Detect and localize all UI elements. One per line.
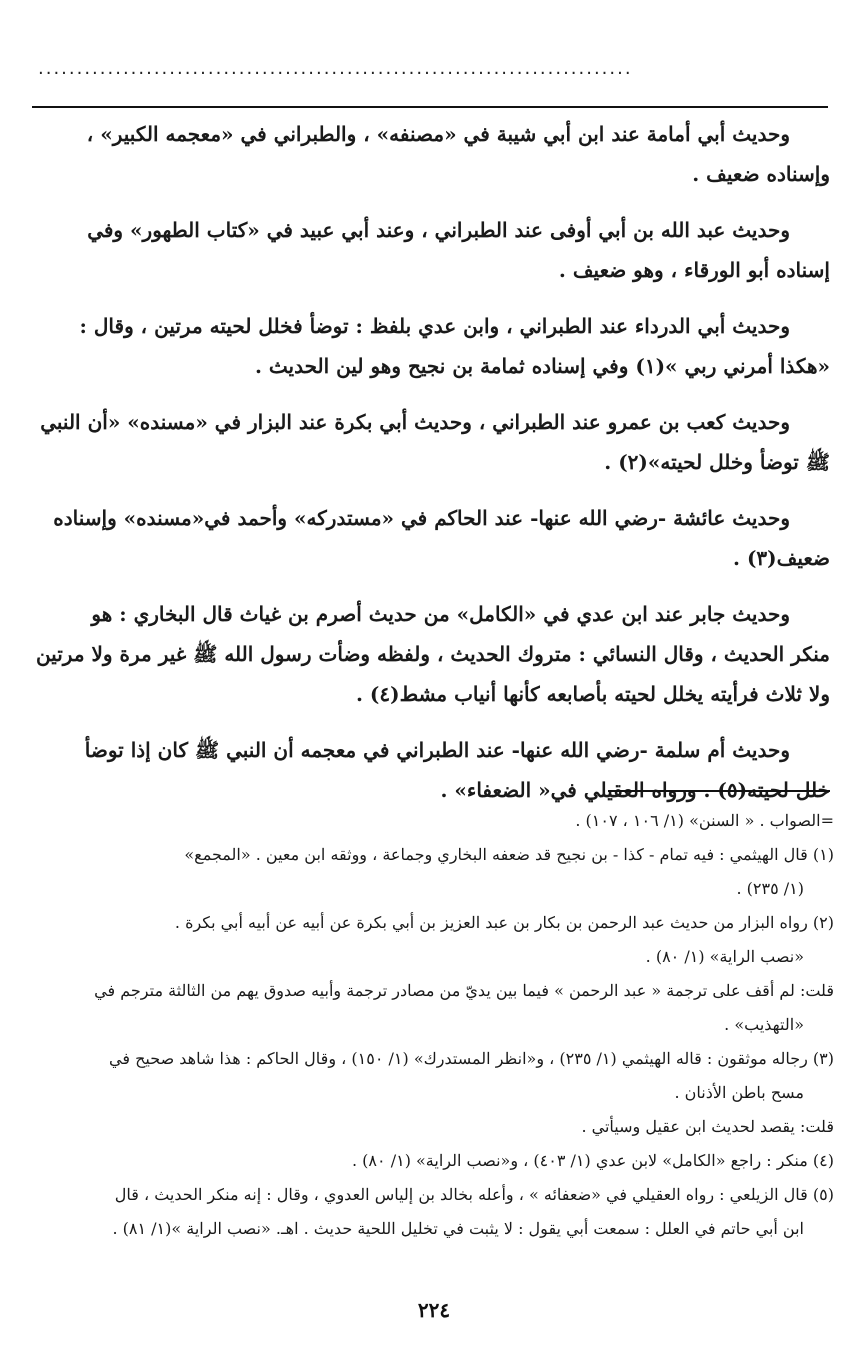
footnote [24,1178,834,1246]
text-line: ﷺ توضأ وخلل لحيته»(٢) . [604,450,830,474]
paragraph [30,210,830,290]
footnote-line: مسح باطن الأذنان . [674,1083,804,1102]
paragraph [30,114,830,194]
footnote-line: (٢) رواه البزار من حديث عبد الرحمن بن بكار بن عبد العزيز بن أبي بكرة عن أبيه عن أبيه أبي بكرة . [174,913,834,932]
text-line: وحديث جابر عند ابن عدي في «الكامل» من حديث أصرم بن غياث قال البخاري : هو [91,602,790,626]
footnote-line: قلت: يقصد لحديث ابن عقيل وسيأتي . [581,1117,834,1136]
footnote-separator [608,790,830,792]
text-line: «هكذا أمرني ربي »(١) وفي إسناده ثمامة بن نجيح وهو لين الحديث . [254,354,830,378]
footnote [24,1110,834,1144]
text-line: خلل لحيته(٥) . ورواه العقيلي في« الضعفاء» . [440,778,830,802]
footnote [24,974,834,1042]
text-line: إسناده أبو الورقاء ، وهو ضعيف . [558,258,830,282]
text-line: منكر الحديث ، وقال النسائي : متروك الحديث ، ولفظه وضأت رسول الله ﷺ غير مرة ولا مرتين [35,642,830,666]
footnote-line: «التهذيب» . [724,1015,804,1034]
text-line: وحديث كعب بن عمرو عند الطبراني ، وحديث أبي بكرة عند البزار في «مسنده» «أن النبي [40,410,790,434]
paragraph [30,594,830,714]
text-line: وحديث أبي أمامة عند ابن أبي شيبة في «مصنفه» ، والطبراني في «معجمه الكبير» ، [86,122,790,146]
paragraph [30,306,830,386]
footnote-line: (٥) قال الزيلعي : رواه العقيلي في «ضعفائه » ، وأعله بخالد بن إلياس العدوي ، وقال : إنه منكر الحديث ، قال [114,1185,834,1204]
dotted-leader: ............................................................................. [38,58,633,79]
text-line: ضعيف(٣) . [733,546,830,570]
page-number: ٢٢٤ [417,1298,451,1322]
footnote [24,906,834,974]
footnote [24,1144,834,1178]
footnote-line: قلت: لم أقف على ترجمة « عبد الرحمن » فيما بين يديّ من مصادر ترجمة وأبيه صدوق يهم من الثالثة مترجم في [94,981,834,1000]
text-line: وحديث أم سلمة -رضي الله عنها- عند الطبراني في معجمه أن النبي ﷺ كان إذا توضأ [84,738,790,762]
main-text [30,114,830,826]
footnote-line: (١) قال الهيثمي : فيه تمام - كذا - بن نجيح قد ضعفه البخاري وجماعة ، ووثقه ابن معين . «المجمع» [184,845,834,864]
footnote-line: =الصواب . « السنن» (١/ ١٠٦ ، ١٠٧) . [575,811,834,830]
footnote-line: (٤) منكر : راجع «الكامل» لابن عدي (١/ ٤٠٣) ، و«نصب الراية» (١/ ٨٠) . [352,1151,834,1170]
footnote-line: (٣) رجاله موثقون : قاله الهيثمي (١/ ٢٣٥) ، و«انظر المستدرك» (١/ ١٥٠) ، وقال الحاكم : هذا شاهد صحيح في [109,1049,834,1068]
paragraph [30,730,830,810]
text-line: وإسناده ضعيف . [692,162,830,186]
text-line: ولا ثلاث فرأيته يخلل لحيته بأصابعه كأنها أنياب مشط(٤) . [355,682,830,706]
footnote-line: (١/ ٢٣٥) . [736,879,804,898]
text-line: وحديث عبد الله بن أبي أوفى عند الطبراني ، وعند أبي عبيد في «كتاب الطهور» وفي [87,218,790,242]
paragraph [30,402,830,482]
paragraph [30,498,830,578]
footnote-line: ابن أبي حاتم في العلل : سمعت أبي يقول : لا يثبت في تخليل اللحية حديث . اهـ. «نصب الراية »(١/ ٨١) . [112,1219,804,1238]
footnote [24,838,834,906]
footnote-line: «نصب الراية» (١/ ٨٠) . [645,947,804,966]
text-line: وحديث عائشة -رضي الله عنها- عند الحاكم في «مستدركه» وأحمد في«مسنده» وإسناده [53,506,790,530]
footnote [24,804,834,838]
footnote [24,1042,834,1110]
header-rule [32,106,828,108]
text-line: وحديث أبي الدرداء عند الطبراني ، وابن عدي بلفظ : توضأ فخلل لحيته مرتين ، وقال : [79,314,790,338]
footnotes [24,804,834,1246]
